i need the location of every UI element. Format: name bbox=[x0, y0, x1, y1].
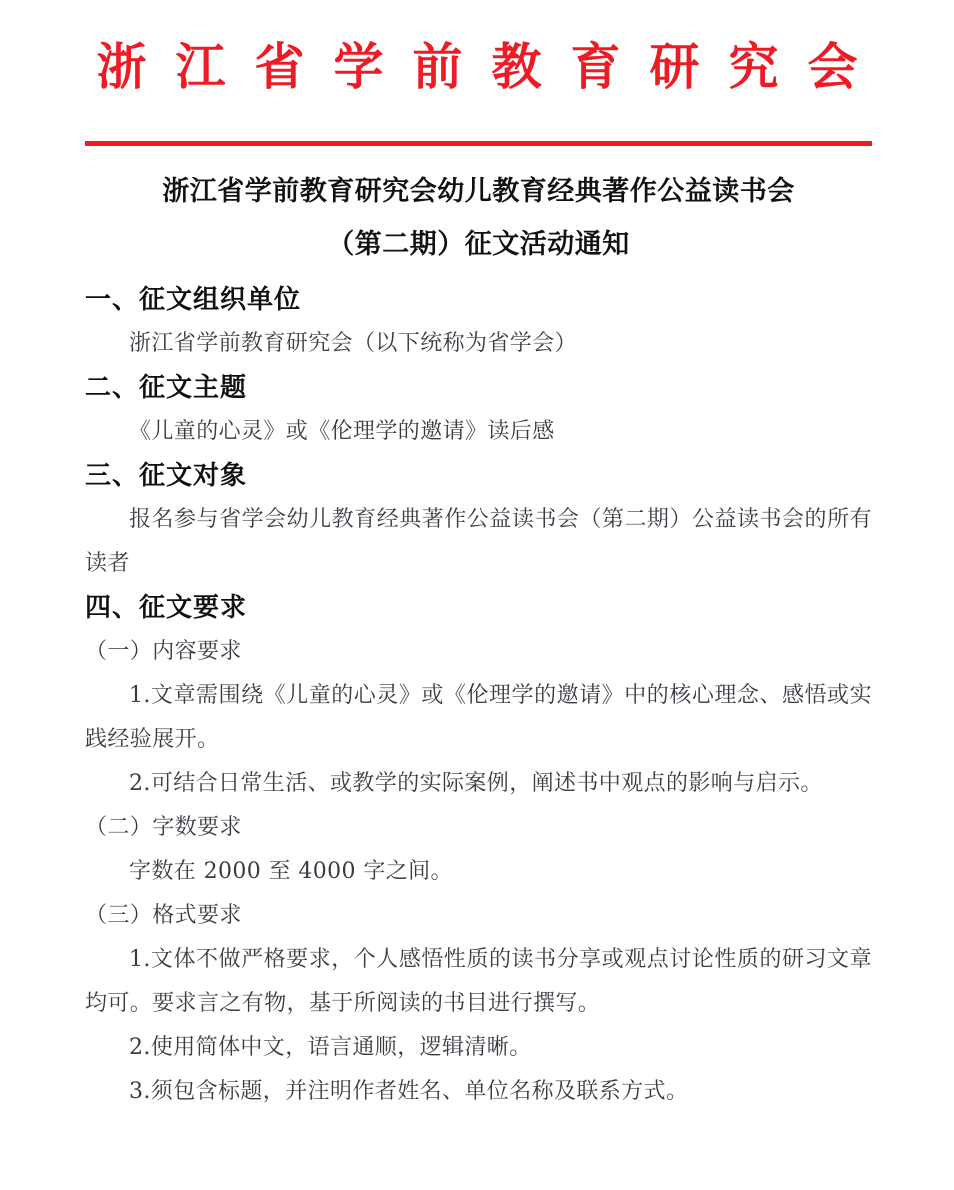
section-heading-2: 二、征文主题 bbox=[85, 373, 248, 403]
document-title-line-1: 浙江省学前教育研究会幼儿教育经典著作公益读书会 bbox=[162, 176, 795, 207]
subsection-4-3-item-3: 3.须包含标题，并注明作者姓名、单位名称及联系方式。 bbox=[129, 1079, 689, 1104]
section-paragraph-1: 浙江省学前教育研究会（以下统称为省学会） bbox=[129, 331, 578, 356]
subsection-4-3-item-1: 1.文体不做严格要求，个人感悟性质的读书分享或观点讨论性质的研习文章均可。要求言之有物，基于所阅读的书目进行撰写。 bbox=[85, 947, 872, 1016]
section-paragraph-2: 《儿童的心灵》或《伦理学的邀请》读后感 bbox=[129, 419, 555, 444]
document-title bbox=[85, 165, 872, 271]
section-paragraph-3: 报名参与省学会幼儿教育经典著作公益读书会（第二期）公益读书会的所有读者 bbox=[85, 507, 872, 576]
letterhead-organization-name: 浙江省学前教育研究会 bbox=[96, 37, 887, 96]
letterhead-red-rule bbox=[85, 141, 872, 146]
letterhead bbox=[0, 38, 954, 96]
subsection-heading-4-2: （二）字数要求 bbox=[85, 815, 242, 840]
document-title-line-2: （第二期）征文活动通知 bbox=[327, 229, 630, 260]
subsection-4-1-item-2: 2.可结合日常生活、或教学的实际案例，阐述书中观点的影响与启示。 bbox=[129, 771, 823, 796]
section-heading-4: 四、征文要求 bbox=[85, 593, 248, 623]
subsection-4-2-item-1: 字数在 2000 至 4000 字之间。 bbox=[129, 859, 453, 884]
subsection-heading-4-1: （一）内容要求 bbox=[85, 639, 242, 664]
section-heading-3: 三、征文对象 bbox=[85, 461, 248, 491]
subsection-4-1-item-1: 1.文章需围绕《儿童的心灵》或《伦理学的邀请》中的核心理念、感悟或实践经验展开。 bbox=[85, 683, 872, 752]
document-body bbox=[85, 278, 872, 1114]
section-heading-1: 一、征文组织单位 bbox=[85, 285, 302, 315]
subsection-heading-4-3: （三）格式要求 bbox=[85, 903, 242, 928]
subsection-4-3-item-2: 2.使用简体中文，语言通顺，逻辑清晰。 bbox=[129, 1035, 532, 1060]
